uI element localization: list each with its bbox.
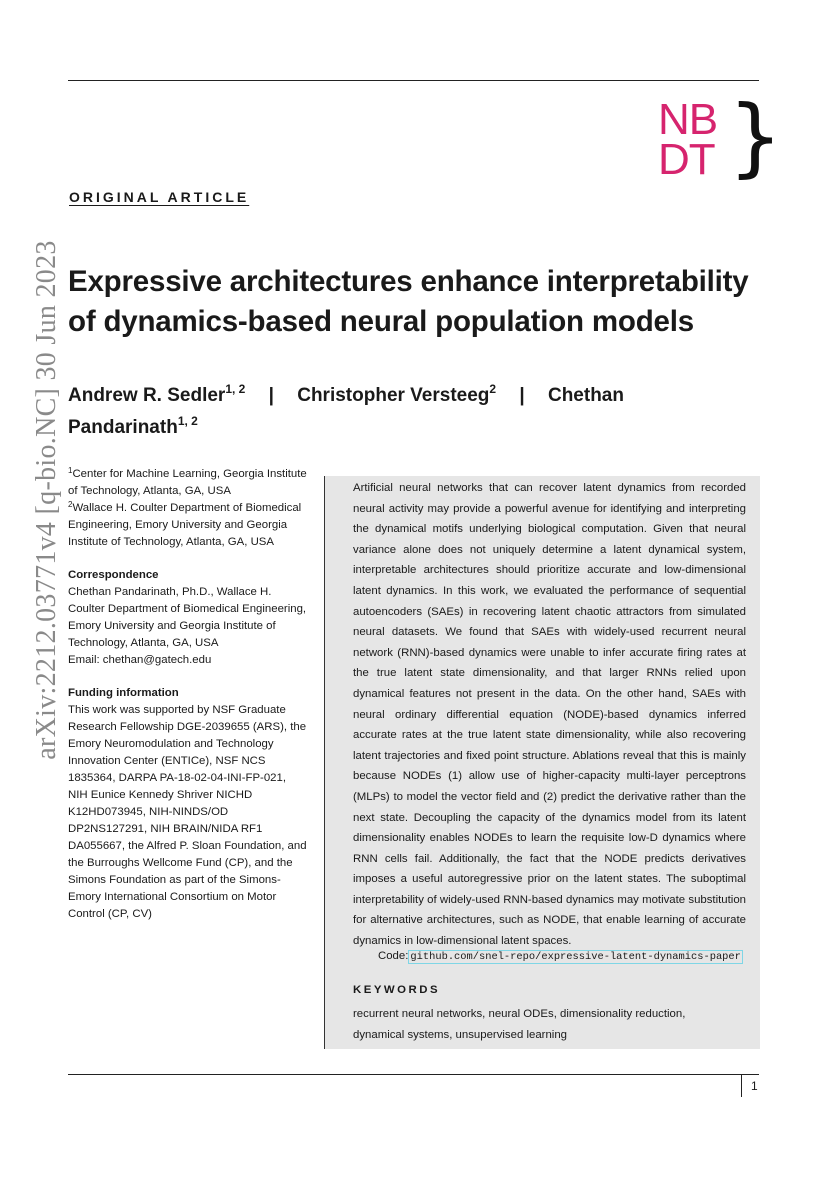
page-number-divider [741, 1075, 742, 1097]
logo-brace: } [728, 87, 783, 187]
abstract-box [324, 476, 760, 1049]
page-number: 1 [751, 1079, 758, 1093]
author-name: Christopher Versteeg [297, 385, 490, 406]
correspondence-email: Email: chethan@gatech.edu [68, 654, 212, 666]
affiliation-text: Center for Machine Learning, Georgia Institute of Technology, Atlanta, GA, USA [68, 468, 307, 497]
author-separator: | [519, 385, 525, 406]
correspondence-section [68, 567, 308, 669]
affiliation-item [68, 500, 308, 551]
logo-line-1: NB [658, 95, 718, 144]
author-name: Chethan Pandarinath [68, 385, 624, 438]
funding-text: This work was supported by NSF Graduate Research Fellowship DGE-2039655 (ARS), the Emory Neuromodulation and Technology Innovation Center (ENTICe), NSF NCS 1835364, DARPA PA-18-02-04-INI-FP-021, NIH Eunice Kennedy Shriver NICHD K12HD073945, NIH-NINDS/OD DP2NS127291, NIH BRAIN/NIDA RF1 DA055667, the Alfred P. Sloan Foundation, and the Burroughs Wellcome Fund (CP), and the Simons Foundation as part of the Simons-Emory International Consortium on Motor Control (CP, CV) [68, 704, 307, 920]
author-affiliation-mark: 1, 2 [177, 414, 198, 428]
affiliations [68, 466, 308, 551]
keywords-text: recurrent neural networks, neural ODEs, dimensionality reduction, dynamical systems, unsupervised learning [353, 1008, 686, 1041]
author-separator: | [268, 385, 274, 406]
correspondence-heading: Correspondence [68, 569, 159, 581]
affiliation-item [68, 466, 308, 500]
author-affiliation-mark: 1, 2 [225, 382, 246, 396]
article-type-label: ORIGINAL ARTICLE [69, 189, 250, 205]
correspondence-text: Chethan Pandarinath, Ph.D., Wallace H. Coulter Department of Biomedical Engineering, Emory University and Georgia Institute of Technology, Atlanta, GA, USA [68, 586, 307, 649]
bottom-rule [68, 1074, 759, 1075]
code-line [378, 946, 758, 967]
funding-heading: Funding information [68, 687, 179, 699]
top-rule [68, 80, 759, 81]
abstract-text: Artificial neural networks that can recover latent dynamics from recorded neural activity may provide a powerful avenue for identifying and interpreting the dynamical motifs underlying biological computation. Given that neural variance alone does not uniquely determine a latent dynamical system, interpretable architectures should prioritize accurate and low-dimensional latent dynamics. In this work, we evaluated the performance of sequential autoencoders (SAEs) in recovering latent chaotic attractors from simulated neural datasets. We found that SAEs with widely-used recurrent neural network (RNN)-based dynamics were unable to infer accurate firing rates at the true latent state dimensionality, and that larger RNNs relied upon dynamical features not present in the data. On the other hand, SAEs with neural ordinary differential equation (NODE)-based dynamics inferred accurate rates at the true latent state dimensionality, while also recovering latent trajectories and fixed point structure. Ablations reveal that this is mainly because NODEs (1) allow use of higher-capacity multi-layer perceptrons (MLPs) to model the vector field and (2) predict the derivative rather than the next state. Decoupling the capacity of the dynamics model from its latent dimensionality enables NODEs to learn the requisite low-D dynamics where RNN cells fail. Additionally, the fact that the NODE predicts derivatives imposes a useful autoregressive prior on the latent states. The suboptimal interpretability of widely-used RNN-based dynamics may motivate substitution for alternative architectures, such as NODE, that enable learning of accurate dynamics in low-dimensional latent spaces. [353, 482, 746, 948]
code-label: Code: [378, 950, 409, 962]
author-list [68, 380, 668, 444]
affiliation-number: 2 [68, 500, 73, 509]
paper-title: Expressive architectures enhance interpretability of dynamics-based neural population models [68, 265, 749, 338]
affiliation-text: Wallace H. Coulter Department of Biomedical Engineering, Emory University and Georgia Institute of Technology, Atlanta, GA, USA [68, 502, 302, 548]
keywords-heading: KEYWORDS [353, 984, 441, 996]
author-affiliation-mark: 2 [489, 382, 497, 396]
arxiv-stamp: arXiv:2212.03771v4 [q-bio.NC] 30 Jun 2023 [31, 240, 62, 760]
journal-logo [658, 87, 783, 200]
affiliation-number: 1 [68, 466, 73, 475]
funding-section [68, 685, 308, 923]
front-matter-sidebar [68, 466, 308, 939]
code-repository-link[interactable]: github.com/snel-repo/expressive-latent-dynamics-paper [410, 951, 741, 963]
logo-line-2: DT [658, 135, 715, 184]
author-name: Andrew R. Sedler [68, 385, 226, 406]
